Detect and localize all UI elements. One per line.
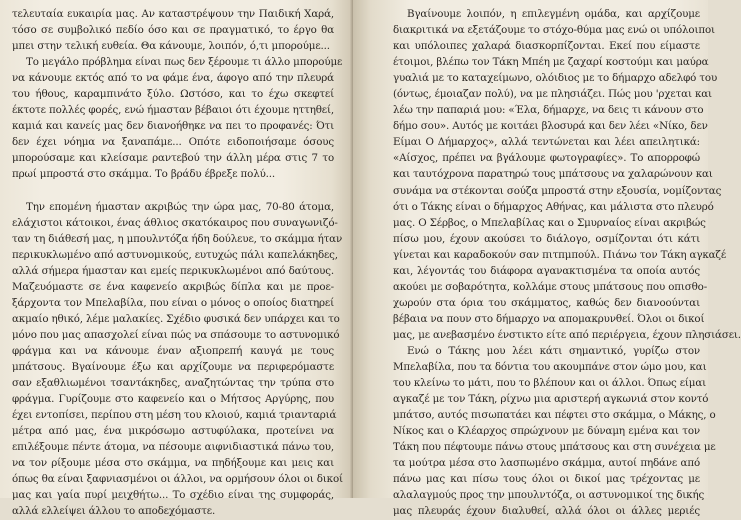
text-line: Είμαι Ο Δήμαρχος», αλλά τεντώνεται και λέει απειλητικά: [393,136,700,149]
text-line: διακριτικά να εξετάζουμε το στόχο-θύμα μας ενώ οι υπόλοιποι [393,24,715,37]
text-line: και ταυτόχρονα παρατηρώ τους μπάτσους να χαλαρώνουν και [393,168,713,181]
text-line: του κλείνω το μάτι, που το βλέπουν και οι άλλοι. Όπως είμαι [393,377,707,390]
text-line: να κάνουμε εκτός από το να φάμε ένα, άφογο από την πλευρά [12,72,334,85]
left-page [0,0,353,518]
text-line: Μπελαβίλα, που τα δόντια του ακουμπάνε στον ώμο μου, και [393,361,707,374]
left-page-text [12,6,343,519]
left-paragraph-1 [12,6,334,54]
text-line: Βγαίνουμε λοιπόν, η επιλεγμένη ομάδα, και αρχίζουμε [407,8,700,20]
text-line: μας πλευράς έχουν διαλυθεί, αλλά όλοι οι άλλες μεριές [393,505,700,518]
text-line: Το μεγάλο πρόβλημα είναι πως δεν ξέρουμε τι άλλο μπορούμε [26,56,343,69]
text-line: αλαλαγμούς προς την μπουλντόζα, οι αστυνομικοί της δικής [393,489,705,502]
text-line: και, λέγοντάς του διάφορα αγανακτισμένα τα οποία αυτός [393,264,700,277]
text-line: σαν εξαθλιωμένοι τσαντάκηδες, αναζητώντας την τρύπα στο [12,377,334,390]
text-line: ότι ο Τάκης είναι ο δήμαρχος Αθήνας, και μάλιστα στο πλευρό [393,200,714,213]
text-line: δήμο σου». Αυτός με κοιτάει βλοσυρά και δεν λέει «Νίκο, δεν [393,120,708,133]
text-line: φράγμα. Γυρίζουμε στο καφενείο και ο Μήτσος Αργύρης, που [12,393,334,406]
text-line: έκτοτε πολλές φορές, ενώ ήμασταν βέβαιοι ότι έχουμε ηττηθεί, [12,104,334,117]
text-line: ξάρχοντα τον Μπελαβίλα, που είναι ο μόνος ο οποίος διατηρεί [12,296,334,309]
text-line: ακμαίο ηθικό, λέμε μαλακίες. Σχέδιο φυσικά δεν υπάρχει και το [12,312,340,325]
text-line: καμιά και κανείς μας δεν διανοήθηκε να πει το προφανές: Ότι [12,120,334,133]
text-line: μόνο που μας απασχολεί είναι πώς να σπάσουμε το αστυνομικό [12,328,340,341]
text-line: βέβαια να πουν στο δήμαρχο να απομακρυνθεί. Όλοι οι δικοί [393,312,705,325]
text-line: φράγμα και να κάνουμε έναν αξιοπρεπή καυγά με τους [12,344,334,357]
text-line: «Αίσχος, πρέπει να βγάλουμε φωτογραφίες». Το απορροφώ [393,152,700,165]
text-line: μας και γαία πυρί μειχθήτω... Το σχέδιο είναι της συμφοράς, [12,489,334,502]
text-line: γυαλιά με το καταχείμωνο, ολόιδιος με το δήμαρχο αδελφό του [393,72,718,85]
text-line: αλλά ελλείψει άλλου το αποδεχόμαστε. [12,505,216,518]
text-line: επιλέξουμε πέντε άτομα, να πέσουμε αιφνιδιαστικά πάνω του, [12,441,334,454]
text-line: και υπόλοιπες χαλαρά διασκορπίζονται. Εκεί που είμαστε [393,40,700,53]
text-line: τα μούτρα μέσα στο λασπωμένο σκάμμα, αυτοί πηδάνε από [393,457,700,470]
right-paragraph-1 [393,6,741,343]
text-line: αγκαζέ με τον Τάκη, ρίχνω μια αριστερή αγκωνιά στον κοντό [393,393,709,406]
text-line: πίσω μου, έχουν ακούσει το διάλογο, οσμίζονται ότι κάτι [393,232,700,245]
text-line: περικυκλωμένο από αστυνομικούς, ευτυχώς πάλι καπελάκηδες, [12,248,338,261]
left-paragraph-3 [12,199,343,520]
text-line: μας. Ο Σέρβος, ο Μπελαβίλας και ο Σμυρναίος είναι ακριβώς [393,216,706,229]
text-line: έχει εντοπίσει, περίπου στη μέση του κλοιού, καμιά τριανταριά [12,409,337,422]
text-line: Μαζευόμαστε σε ένα καφενείο ακριβώς δίπλα και με προε- [12,280,334,293]
text-line: λέω την παπαριά μου: «Έλα, δήμαρχε, να δεις τι κάνουν στο [393,104,704,117]
text-line: Τάκη που πέφτουμε πάνω στους μπάτσους και στη συνέχεια με [393,441,716,454]
text-line: να τον ρίξουμε μέσα στο σκάμμα, να πηδήξουμε και μεις και [12,457,334,470]
text-line: τελευταία ευκαιρία μας. Αν καταστρέψουν την Παιδική Χαρά, [12,8,334,20]
text-line: όπως θα είναι ξαφνιασμένοι οι άλλοι, να ορμήσουν όλοι οι δικοί [12,473,343,486]
section-break [12,183,334,199]
text-line: μπάτσο, αυτός πισωπατάει και πέφτει στο σκάμμα, ο Μάκης, ο [393,409,716,422]
text-line: μέτρα από μας, ένα μικρόσωμο αστυφύλακα, προτείνει να [12,425,334,438]
text-line: πρωί μπροστά στο σκάμμα. Το βράδυ έβρεξε πολύ... [12,168,276,181]
text-line: τόσο σε συμβολικό πεδίο όσο και σε πραγματικό, το έργο θα [12,24,334,37]
right-page-text [393,6,741,520]
text-line: (όντως, έμοιαζαν πολύ), να με πλησιάζει. Πώς μου 'ρχεται και [393,88,712,101]
text-line: πάνω μας και πίσω τους όλοι οι δικοί μας τρέχοντας με [393,473,700,486]
right-page [353,0,741,518]
text-line: αλλά σήμερα ήμασταν και εμείς περικυκλωμένοι από δαύτους. [12,264,334,277]
text-line: μπάτσους. Βγαίνουμε έξω και αρχίζουμε να περιφερόμαστε [12,360,334,373]
text-line: Την επομένη ήμασταν ακριβώς την ώρα μας, 70-80 άτομα, [26,200,334,213]
text-line: Ενώ ο Τάκης μου λέει κάτι σημαντικό, γυρίζω στον [407,344,700,357]
text-line: ελάχιστοι κάτοικοι, ένας άθλιος σκατόκαιρος που συναγωνιζό- [12,216,338,229]
text-line: γίνεται και καραδοκούν σαν πιτπμπούλ. Πιάνω τον Τάκη αγκαζέ [393,248,727,261]
text-line: χωρούν στα όρια του σκάμματος, καθώς δεν διανοούνται [393,296,700,309]
text-line: ταν τη διάθεσή μας, η μπουλντόζα ήδη δούλευε, το σκάμμα ήταν [12,232,343,245]
text-line: δεν έχει νόημα να ξαναπάμε... Οπότε ειδοποιήσαμε όσους [12,136,334,149]
left-paragraph-2 [12,54,343,182]
text-line: έτοιμοι, βλέπω τον Τάκη Μπέη με ζαχαρί κοστούμι και μαύρα [393,56,709,69]
right-paragraph-2 [393,343,716,520]
text-line: του ήθους, καραμπινάτο ξύλο. Ωστόσο, και το έχω σκεφτεί [12,88,334,101]
text-line: ακούει με σοβαρότητα, κολλάμε στους μπάτσους που οπισθο- [393,280,708,293]
text-line: συνάμα να στέκονται σούζα μπροστά στην εξουσία, νομίζοντας [393,184,722,197]
text-line: μπορούσαμε και κλείσαμε ραντεβού την άλλη μέρα στις 7 το [12,152,334,165]
text-line: μπει στην τελική ευθεία. Θα κάνουμε, λοιπόν, ό,τι μπορούμε... [12,40,330,53]
text-line: μας, με ανεβασμένο ένστικτο είτε από περιέργεια, έχουν πλησιάσει. [393,328,741,341]
text-line: Νίκος και ο Κλέαρχος σπρώχνουν με δύναμη εμένα και τον [393,425,700,438]
